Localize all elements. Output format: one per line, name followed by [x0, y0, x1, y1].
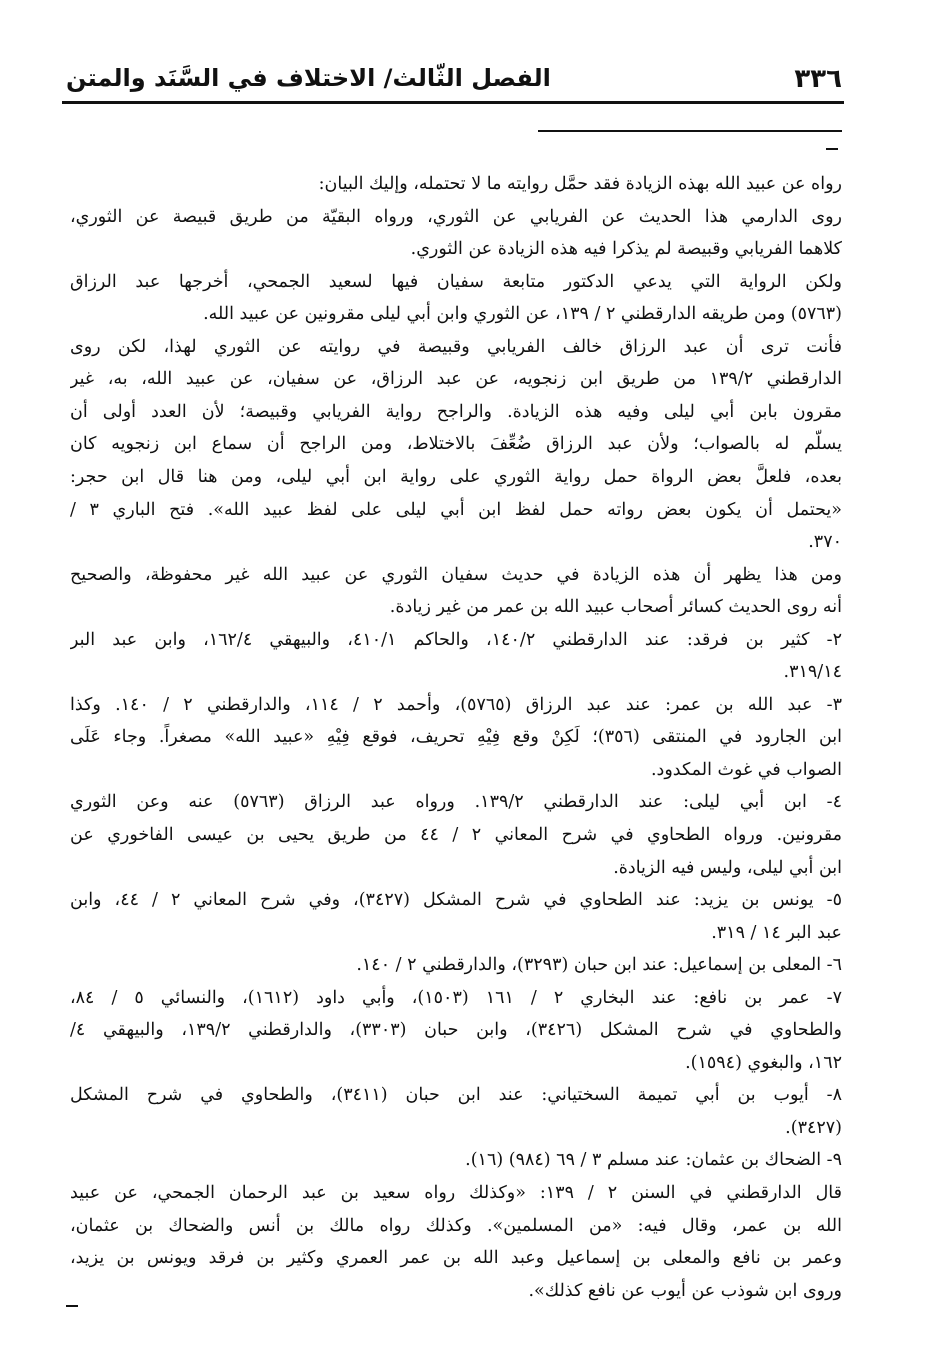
text-line: عبد البر ١٤ / ٣١٩. [711, 923, 842, 943]
text-line: ١٦٢، والبغوي (١٥٩٤). [685, 1053, 842, 1073]
text-line: كلاهما الفريابي وقبيصة لم يذكرا فيه هذه الزيادة عن الثوري. [410, 239, 842, 259]
text-line: ٦- المعلى بن إسماعيل: عند ابن حبان (٣٢٩٣)، والدارقطني ٢ / ١٤٠. [356, 955, 842, 975]
text-line: (٥٧٦٣) ومن طريقه الدارقطني ٢ / ١٣٩، عن الثوري وابن أبي ليلى مقرونين عن عبيد الله. [203, 304, 842, 324]
text-line: ابن أبي ليلى، وليس فيه الزيادة. [613, 858, 842, 878]
bottom-margin-mark [66, 1305, 78, 1307]
text-line: والطحاوي في شرح المشكل (٣٤٢٦)، وابن حبان (٣٣٠٣)، والدارقطني ١٣٩/٢، والبيهقي ٤/ [70, 1020, 842, 1040]
text-line: ٧- عمر بن نافع: عند البخاري ٢ / ١٦١ (١٥٠٣)، وأبي داود (١٦١٢)، والنسائي ٥ / ٨٤، [70, 988, 842, 1008]
text-line: ٣- عبد الله بن عمر: عند عبد الرزاق (٥٧٦٥)، وأحمد ٢ / ١١٤، والدارقطني ٢ / ١٤٠. وكذا [70, 695, 842, 715]
text-line: بعده، فلعلَّ بعض الرواة حمل رواية الثوري على رواية ابن أبي ليلى، ومن هنا قال ابن حجر: [70, 467, 842, 487]
text-line: ٩- الضحاك بن عثمان: عند مسلم ٣ / ٦٩ (٩٨٤) (١٦). [465, 1150, 842, 1170]
text-line: ٨- أيوب بن أبي تميمة السختياني: عند ابن حبان (٣٤١١)، والطحاوي في شرح المشكل [70, 1085, 842, 1105]
text-line: (٣٤٢٧). [785, 1118, 842, 1138]
chapter-title: الفصل الثّالث/ الاختلاف في السَّنَد والمتن [66, 64, 551, 92]
page-number: ٣٣٦ [794, 64, 842, 94]
text-line: ٤- ابن أبي ليلى: عند الدارقطني ١٣٩/٢. ورواه عبد الرزاق (٥٧٦٣) عنه وعن الثوري [70, 792, 842, 812]
text-line: مقرون بابن أبي ليلى وفيه هذه الزيادة. والراجح رواية الفريابي وقبيصة؛ لأن العدد أولى أن [70, 402, 842, 422]
text-line: ولكن الرواية التي يدعي الدكتور متابعة سفيان فيها لسعيد الجمحي، أخرجها عبد الرزاق [70, 272, 842, 292]
header-rule [62, 101, 844, 104]
text-line: رواه عن عبيد الله بهذه الزيادة فقد حمَّل روايته ما لا تحتمله، وإليك البيان: [318, 174, 842, 194]
text-line: الصواب في غوث المكدود. [650, 760, 842, 780]
text-line: يسلّم له بالصواب؛ ولأن عبد الرزاق ضُعِّفَ بالاختلاط، ومن الراجح أن سماع ابن زنجويه كان [70, 434, 842, 454]
text-line: «يحتمل أن يكون بعض رواته حمل لفظ ابن أبي ليلى على لفظ عبيد الله». فتح الباري ٣ / [70, 500, 842, 520]
text-line: وعمر بن نافع والمعلى بن إسماعيل وعبد الله بن عمر العمري وكثير بن فرقد ويونس بن يزيد، [70, 1248, 842, 1268]
text-line: الدارقطني ١٣٩/٢ من طريق ابن زنجويه، عن عبد الرزاق، عن سفيان، عن عبيد الله، به، غير [70, 369, 842, 389]
text-line: ٥- يونس بن يزيد: عند الطحاوي في شرح المشكل (٣٤٢٧)، وفي شرح المعاني ٢ / ٤٤، وابن [70, 890, 842, 910]
text-line: روى الدارمي هذا الحديث عن الفريابي عن الثوري، ورواه البقيّة من طريق قبيصة عن الثوري، [70, 207, 842, 227]
text-line: ٣٧٠. [808, 532, 842, 552]
text-line: ٣١٩/١٤. [783, 662, 842, 682]
text-line: فأنت ترى أن عبد الرزاق خالف الفريابي وقبيصة في روايته عن الثوري لهذا، لكن روى [70, 337, 842, 357]
footnote-separator-rule [538, 130, 842, 132]
text-line: ومن هذا يظهر أن هذه الزيادة في حديث سفيان الثوري عن عبيد الله غير محفوظة، والصحيح [70, 565, 842, 585]
text-line: وروى ابن شوذب عن أيوب عن نافع كذلك». [528, 1281, 842, 1301]
top-margin-mark [826, 148, 838, 150]
text-line: قال الدارقطني في السنن ٢ / ١٣٩: «وكذلك رواه سعيد بن عبد الرحمان الجمحي، عن عبيد [70, 1183, 842, 1203]
text-line: الله بن عمر، وقال فيه: «من المسلمين». وكذلك رواه مالك بن أنس والضحاك بن عثمان، [70, 1216, 842, 1236]
text-line: أنه روى الحديث كسائر أصحاب عبيد الله بن عمر من غير زيادة. [389, 597, 842, 617]
text-line: ٢- كثير بن فرقد: عند الدارقطني ١٤٠/٢، والحاكم ٤١٠/١، والبيهقي ١٦٢/٤، وابن عبد البر [70, 630, 842, 650]
text-line: مقرونين. ورواه الطحاوي في شرح المعاني ٢ / ٤٤ من طريق يحيى بن عيسى الفاخوري عن [70, 825, 842, 845]
text-line: ابن الجارود في المنتقى (٣٥٦)؛ لَكِنْ وقع فِيْهِ تحريف، فوقع فِيْهِ «عبيد الله» مصغراً. وجاء عَلَى [70, 727, 842, 747]
running-header [66, 60, 842, 102]
